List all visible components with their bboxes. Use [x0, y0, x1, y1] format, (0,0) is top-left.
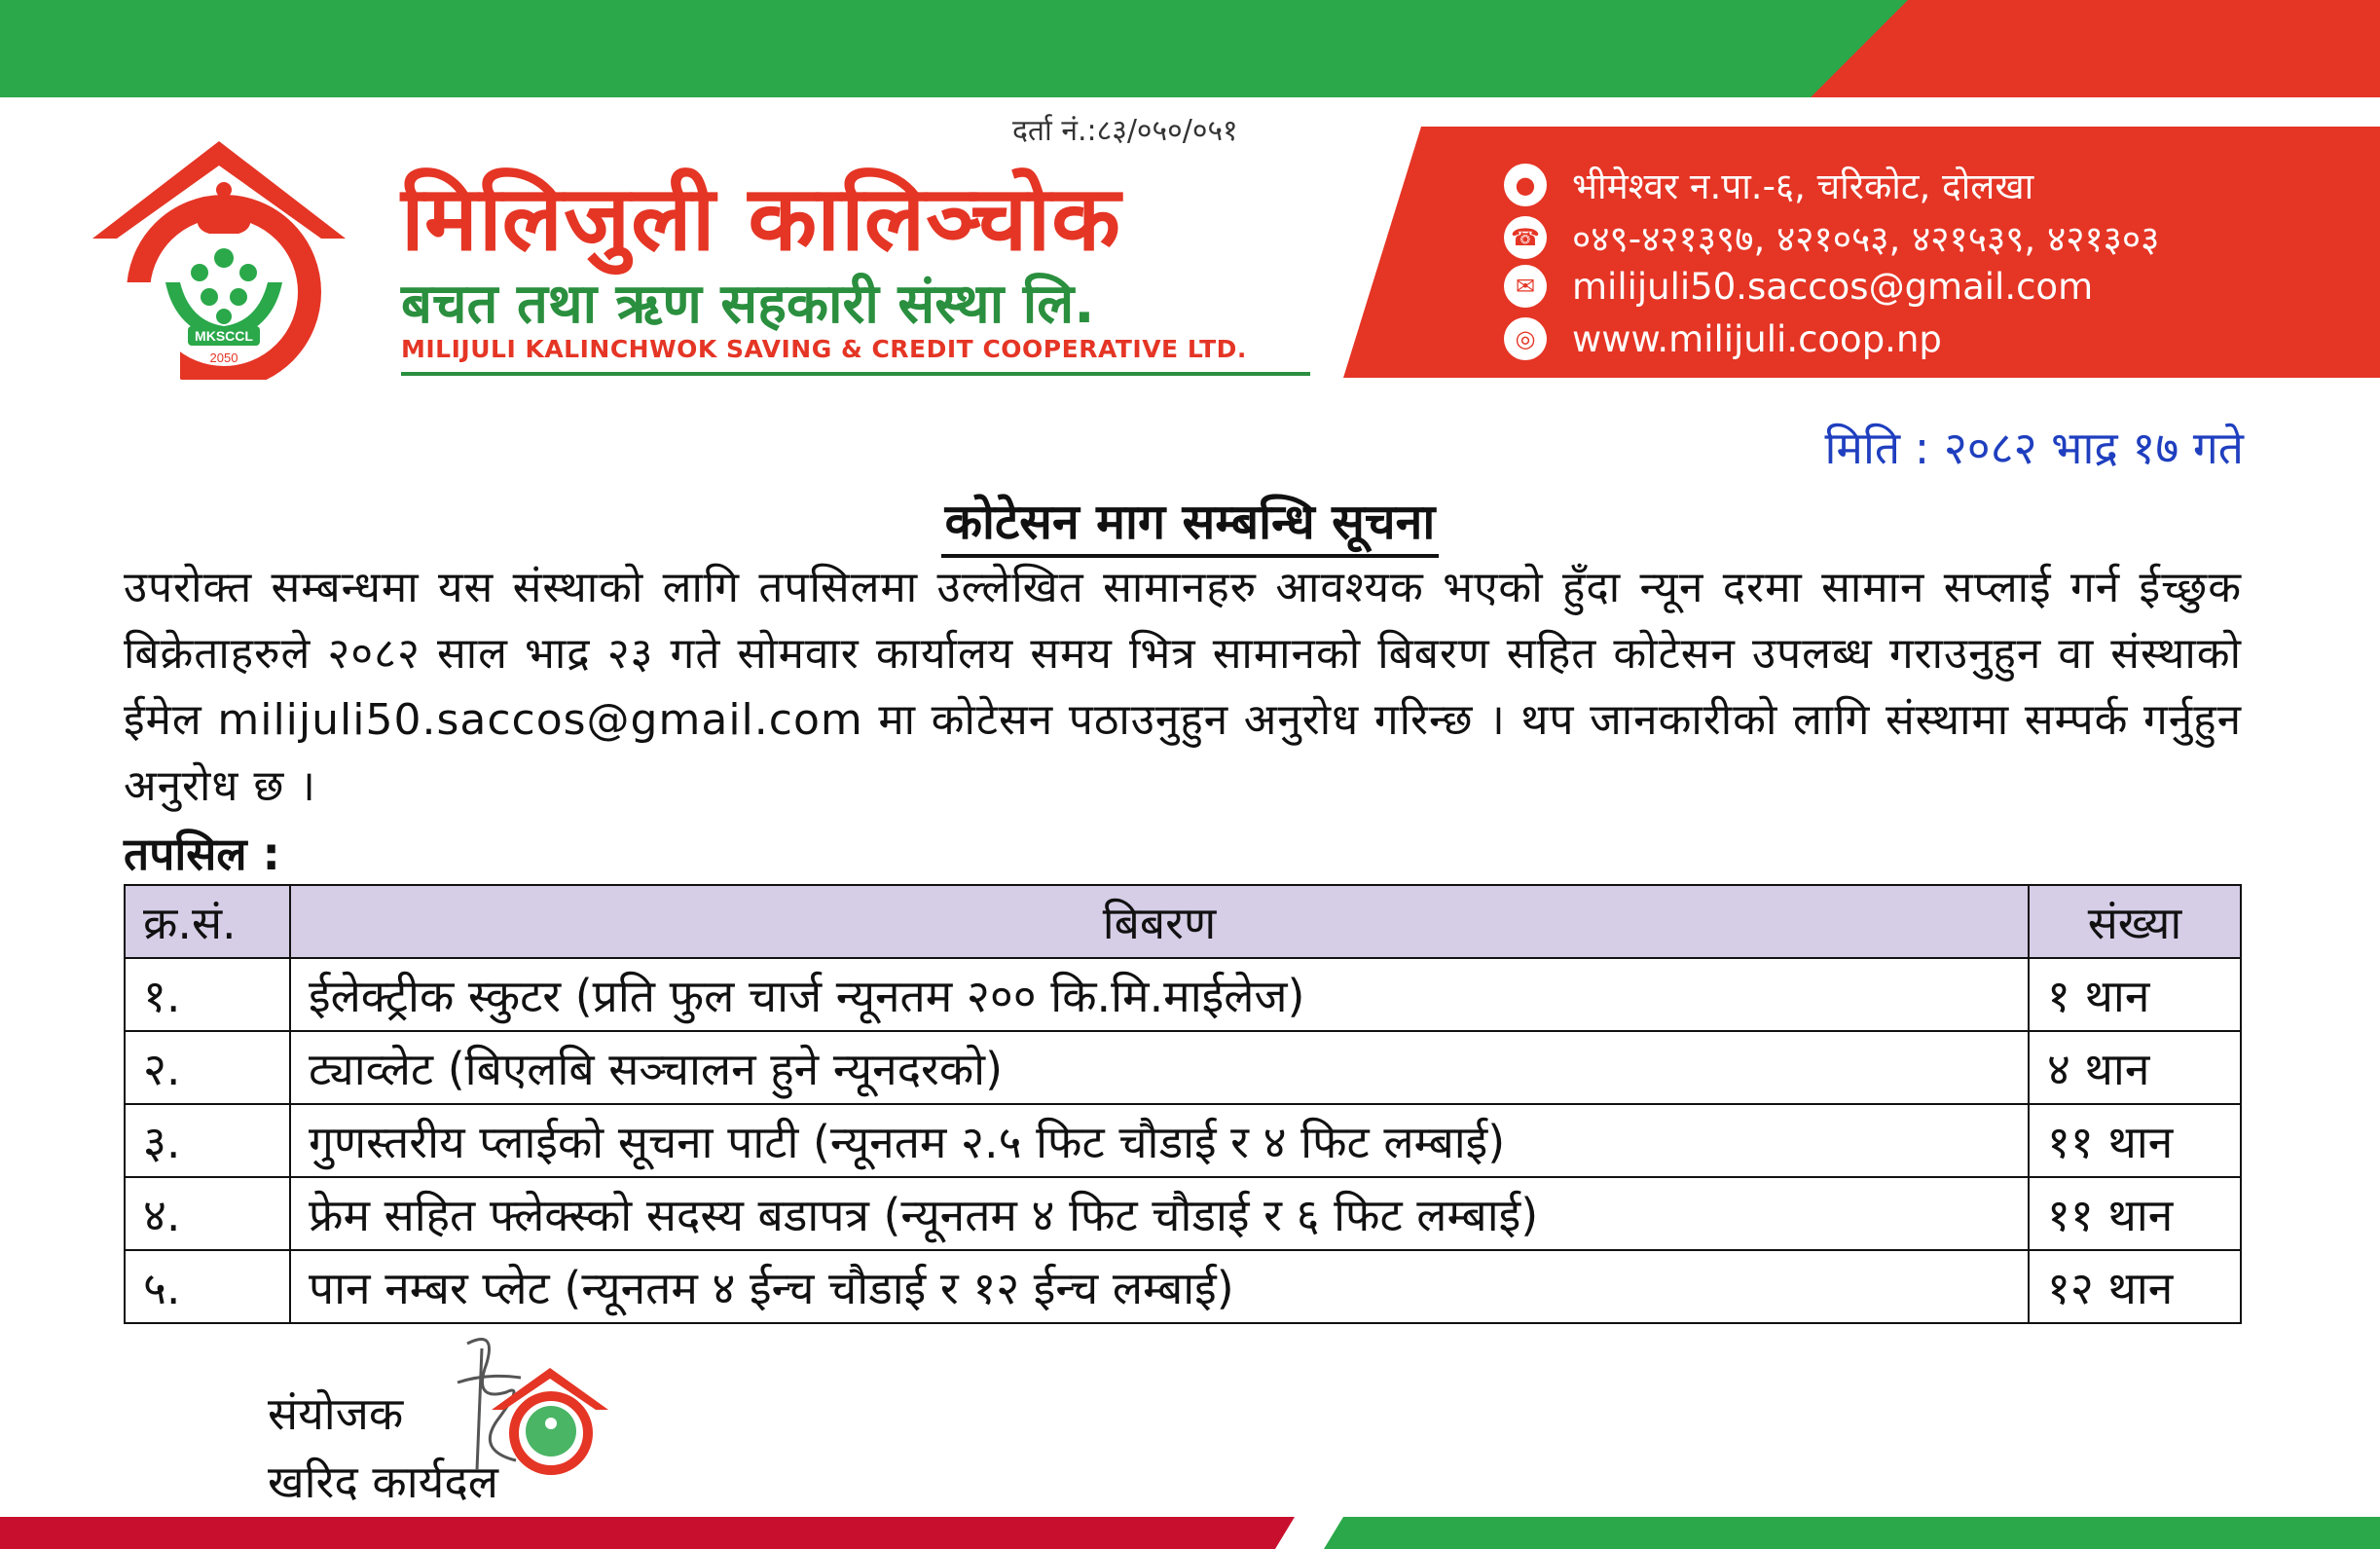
- org-name-nepali: मिलिजुली कालिञ्चोक: [401, 166, 1121, 271]
- table-header-row: [125, 885, 2241, 958]
- contact-email[interactable]: [1504, 265, 2093, 308]
- location-pin-icon: ●: [1504, 164, 1547, 206]
- contact-address-text: भीमेश्वर न.पा.-६, चरिकोट, दोलखा: [1572, 166, 2034, 207]
- row-description: ईलेक्ट्रीक स्कुटर (प्रति फुल चार्ज न्यूनतम २०० कि.मि.माईलेज): [290, 958, 2029, 1031]
- row-serial: ३.: [125, 1104, 290, 1177]
- notice-title: कोटेसन माग सम्बन्धि सूचना: [941, 494, 1440, 558]
- row-quantity: १ थान: [2029, 958, 2241, 1031]
- notice-date: मिति : २०८२ भाद्र १७ गते: [1824, 422, 2244, 474]
- contact-address: [1504, 160, 2033, 209]
- row-serial: ४.: [125, 1177, 290, 1250]
- table-row: [125, 1250, 2241, 1323]
- contact-website[interactable]: [1504, 317, 1942, 360]
- header-serial: क्र.सं.: [125, 885, 290, 958]
- row-description: ट्याव्लेट (बिएलबि सञ्चालन हुने न्यूनदरको): [290, 1031, 2029, 1104]
- org-name-divider: [401, 372, 1310, 376]
- row-description: फ्रेम सहित फ्लेक्स्को सदस्य बडापत्र (न्यूनतम ४ फिट चौडाई र ६ फिट लम्बाई): [290, 1177, 2029, 1250]
- signatory-role: संयोजक: [268, 1387, 404, 1440]
- org-name-nepali-subtitle: बचत तथा ऋण सहकारी संस्था लि.: [401, 273, 1095, 336]
- house-hands-logo-icon: [83, 136, 365, 380]
- notice-title-wrap: [0, 487, 2380, 553]
- logo-acronym: MKSCCL: [195, 328, 253, 344]
- bottom-band: [0, 1517, 2380, 1549]
- details-label: तपसिल :: [124, 823, 280, 889]
- items-table: [124, 884, 2242, 1324]
- contact-email-text[interactable]: milijuli50.saccos@gmail.com: [1572, 265, 2094, 308]
- contact-website-text[interactable]: www.milijuli.coop.np: [1572, 317, 1942, 360]
- registration-number: दर्ता नं.:८३/०५०/०५१: [1012, 114, 1238, 148]
- table-row: [125, 1031, 2241, 1104]
- contact-phone-text: ०४९-४२१३९७, ४२१०५३, ४२१५३९, ४२१३०३: [1572, 218, 2160, 260]
- row-quantity: ११ थान: [2029, 1104, 2241, 1177]
- row-quantity: ११ थान: [2029, 1177, 2241, 1250]
- table-row: [125, 1104, 2241, 1177]
- row-quantity: ४ थान: [2029, 1031, 2241, 1104]
- header-description: बिबरण: [290, 885, 2029, 958]
- notice-body: उपरोक्त सम्बन्धमा यस संस्थाको लागि तपसिलमा उल्लेखित सामानहरु आवश्यक भएको हुँदा न्यून दरमा सामान सप्लाई गर्न ईच्छुक बिक्रेताहरुले २०८२ साल भाद्र २३ गते सोमवार कार्यालय समय भित्र सामानको बिबरण सहित कोटेसन उपलब्ध गराउनुहुन वा संस्थाको ईमेल milijuli50.saccos@gmail.com मा कोटेसन पठाउनुहुन अनुरोध गरिन्छ । थप जानकारीको लागि संस्थामा सम्पर्क गर्नुहुन अनुरोध छ ।: [124, 563, 2242, 811]
- office-stamp-logo: [487, 1363, 613, 1475]
- header-quantity: संख्या: [2029, 885, 2241, 958]
- row-description: पान नम्बर प्लेट (न्यूनतम ४ ईन्च चौडाई र १२ ईन्च लम्बाई): [290, 1250, 2029, 1323]
- logo-year: 2050: [209, 350, 238, 365]
- row-serial: १.: [125, 958, 290, 1031]
- org-name-english: MILIJULI KALINCHWOK SAVING & CREDIT COOPERATIVE LTD.: [401, 335, 1247, 363]
- row-serial: ५.: [125, 1250, 290, 1323]
- signatory-team: खरिद कार्यदल: [268, 1456, 498, 1508]
- email-icon: ✉: [1504, 265, 1547, 308]
- phone-icon: ☎: [1504, 216, 1547, 259]
- row-description: गुणस्तरीय प्लाईको सूचना पाटी (न्यूनतम २.५ फिट चौडाई र ४ फिट लम्बाई): [290, 1104, 2029, 1177]
- table-row: [125, 958, 2241, 1031]
- row-quantity: १२ थान: [2029, 1250, 2241, 1323]
- table-row: [125, 1177, 2241, 1250]
- contact-phone: [1504, 212, 2159, 262]
- globe-icon: ◎: [1504, 317, 1547, 360]
- top-red-wedge: [0, 0, 2380, 97]
- row-serial: २.: [125, 1031, 290, 1104]
